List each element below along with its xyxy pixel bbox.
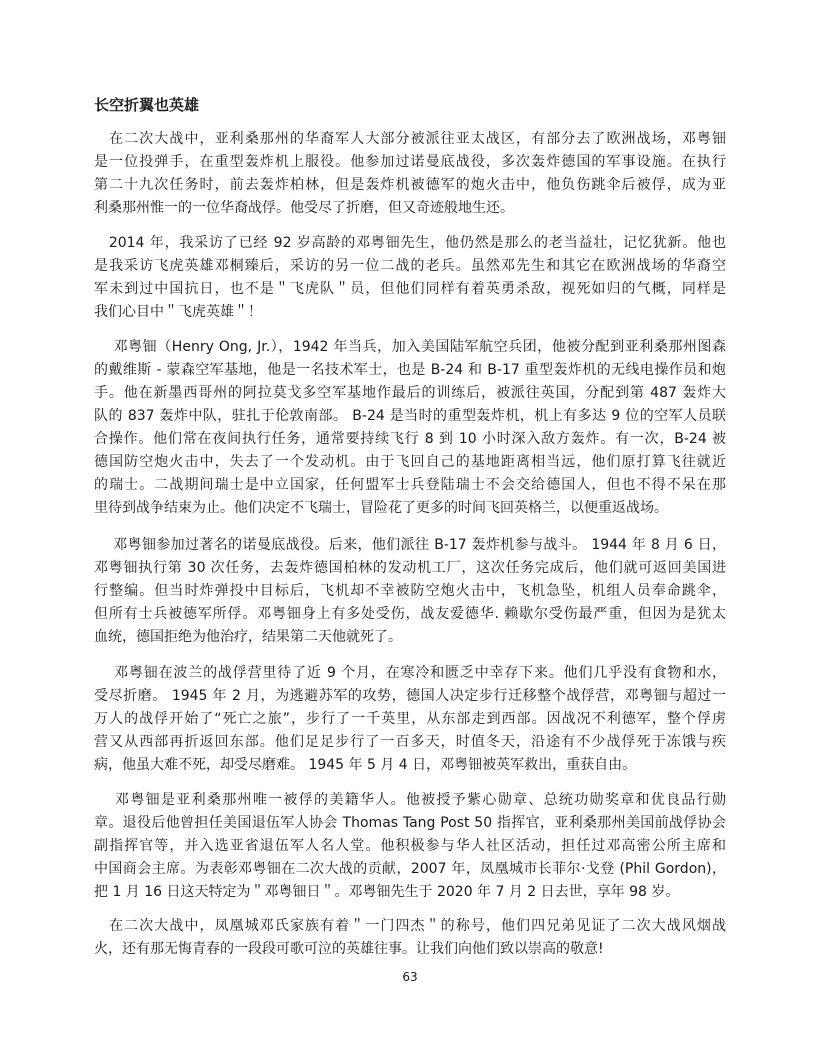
text-line: 火，还有那无悔青春的一段段可歌可泣的英雄往事。让我们向他们致以崇高的敬意! xyxy=(94,941,604,957)
text-line: 中国商会主席。为表彰邓粤钿在二次大战的贡献，2007 年，凤凰城市长菲尔·戈登 (Phil Gordon)， xyxy=(94,861,726,877)
text-line: 军未到过中国抗日，也不是＂飞虎队＂员，但他们同样有着英勇杀敌，视死如归的气概，同样是 xyxy=(94,281,726,297)
paragraph-3 xyxy=(94,336,726,520)
page-number: 63 xyxy=(402,970,418,984)
paragraph-5 xyxy=(94,662,726,777)
paragraph-6 xyxy=(94,789,726,904)
text-line: 行整编。但当时炸弹投中目标后，飞机却不幸被防空炮火击中，飞机急坠，机组人员奉命跳伞， xyxy=(94,583,726,599)
text-line: 的戴维斯 - 蒙森空军基地，他是一名技术军士，也是 B-24 和 B-17 重型轰炸机的无线电操作员和炮 xyxy=(94,362,726,378)
text-line: 但所有士兵被德军所俘。邓粤钿身上有多处受伤，战友爱德华. 赖歇尔受伤最严重，但因为是犹太 xyxy=(94,606,726,622)
text-line: 是我采访飞虎英雄邓桐臻后，采访的另一位二战的老兵。虽然邓先生和其它在欧洲战场的华裔空 xyxy=(94,258,726,274)
paragraph-7 xyxy=(94,915,726,961)
text-line: 的瑞士。二战期间瑞士是中立国家，任何盟军士兵登陆瑞士不会交给德国人，但也不得不呆在那 xyxy=(94,477,726,493)
paragraph-4 xyxy=(94,534,726,649)
text-line: 在二次大战中，亚利桑那州的华裔军人大部分被派往亚太战区，有部分去了欧洲战场，邓粤钿 xyxy=(94,131,726,147)
text-line: 把 1 月 16 日这天特定为＂邓粤钿日＂。邓粤钿先生于 2020 年 7 月 2 日去世，享年 98 岁。 xyxy=(94,884,680,900)
text-line: 邓粤钿（Henry Ong, Jr.），1942 年当兵，加入美国陆军航空兵团，他被分配到亚利桑那州图森 xyxy=(94,339,726,355)
paragraph-1 xyxy=(94,128,726,220)
text-line: 我们心目中＂飞虎英雄＂！ xyxy=(94,304,262,320)
text-line: 副指挥官等，并入选亚省退伍军人名人堂。他积极参与华人社区活动，担任过邓高密公所主席和 xyxy=(94,838,726,854)
text-line: 邓粤钿执行第 30 次任务，去轰炸德国柏林的发动机工厂，这次任务完成后，他们就可返回美国进 xyxy=(94,560,726,576)
text-line: 邓粤钿是亚利桑那州唯一被俘的美籍华人。他被授予紫心勋章、总统功勋奖章和优良品行勋 xyxy=(94,792,726,808)
text-line: 2014 年，我采访了已经 92 岁高龄的邓粤钿先生，他仍然是那么的老当益壮，记忆犹新。他也 xyxy=(94,235,726,251)
text-line: 受尽折磨。 1945 年 2 月，为逃避苏军的攻势，德国人决定步行迁移整个战俘营，邓粤钿与超过一 xyxy=(94,688,726,704)
text-line: 手。他在新墨西哥州的阿拉莫戈多空军基地作最后的训练后，被派往英国，分配到第 487 轰炸大 xyxy=(94,385,726,401)
text-line: 第二十九次任务时，前去轰炸柏林，但是轰炸机被德军的炮火击中，他负伤跳伞后被俘，成为亚 xyxy=(94,177,726,193)
text-line: 里待到战争结束为止。他们决定不飞瑞士，冒险花了更多的时间飞回英格兰，以便重返战场。 xyxy=(94,500,668,516)
text-line: 是一位投弹手，在重型轰炸机上服役。他参加过诺曼底战役，多次轰炸德国的军事设施。在执行 xyxy=(94,154,726,170)
text-line: 血统，德国拒绝为他治疗，结果第二天他就死了。 xyxy=(94,629,402,645)
text-line: 在二次大战中，凤凰城邓氏家族有着＂一门四杰＂的称号，他们四兄弟见证了二次大战风烟战 xyxy=(94,918,726,934)
text-line: 病，他虽大难不死，却受尽磨难。 1945 年 5 月 4 日，邓粤钿被英军救出，重获自由。 xyxy=(94,757,637,773)
article-title: 长空折翼也英雄 xyxy=(94,96,200,114)
paragraph-2 xyxy=(94,232,726,324)
text-line: 合操作。他们常在夜间执行任务，通常要持续飞行 8 到 10 小时深入敌方轰炸。有一次，B-24 被 xyxy=(94,431,726,447)
text-line: 章。退役后他曾担任美国退伍军人协会 Thomas Tang Post 50 指挥官，亚利桑那州美国前战俘协会 xyxy=(94,815,726,831)
text-line: 利桑那州惟一的一位华裔战俘。他受尽了折磨，但又奇迹般地生还。 xyxy=(94,200,514,216)
text-line: 营又从西部再折返回东部。他们足足步行了一百多天，时值冬天，沿途有不少战俘死于冻饿与疾 xyxy=(94,734,726,750)
text-line: 德国防空炮火击中，失去了一个发动机。由于飞回自己的基地距离相当远，他们原打算飞往就近 xyxy=(94,454,726,470)
text-line: 邓粤钿在波兰的战俘营里待了近 9 个月，在寒冷和匮乏中幸存下来。他们几乎没有食物和水， xyxy=(94,665,726,681)
text-line: 队的 837 轰炸中队，驻扎于伦敦南部。 B-24 是当时的重型轰炸机，机上有多达 9 位的空军人员联 xyxy=(94,408,726,424)
text-line: 万人的战俘开始了“死亡之旅”，步行了一千英里，从东部走到西部。因战况不利德军，整个俘虏 xyxy=(94,711,726,727)
text-line: 邓粤钿参加过著名的诺曼底战役。后来，他们派往 B-17 轰炸机参与战斗。 1944 年 8 月 6 日， xyxy=(94,537,726,553)
